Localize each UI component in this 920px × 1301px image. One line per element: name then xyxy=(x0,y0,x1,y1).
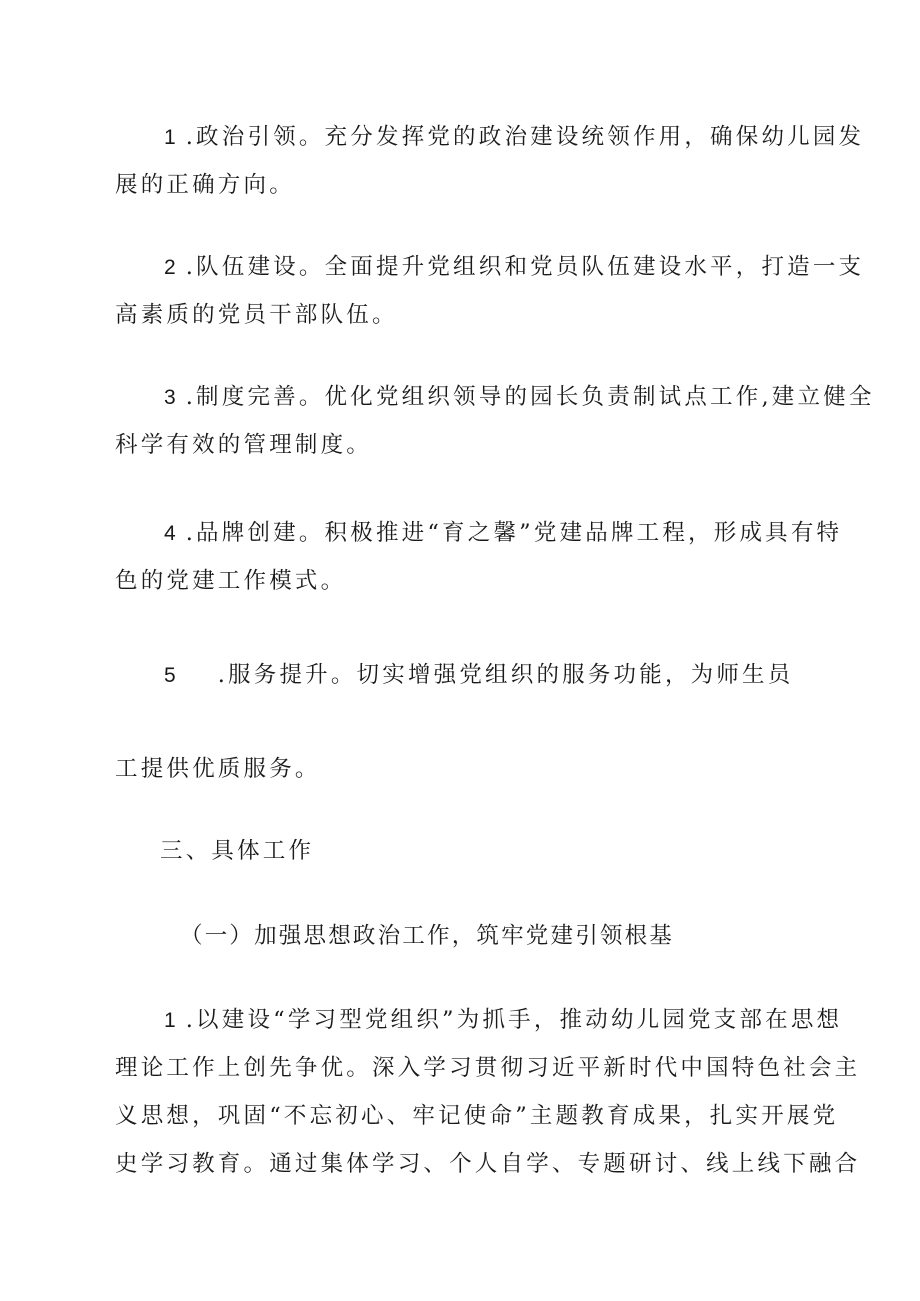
list-text: 色的党建工作模式。 xyxy=(115,568,347,594)
list-text: .品牌创建。积极推进“育之馨”党建品牌工程，形成具有特 xyxy=(185,520,843,546)
list-number: 2 xyxy=(164,256,176,279)
list-item-3-line-1 xyxy=(164,382,875,413)
paragraph-number: 1 xyxy=(164,1009,176,1032)
list-number: 4 xyxy=(164,522,176,545)
list-item-1-line-1 xyxy=(164,122,864,153)
list-text: 科学有效的管理制度。 xyxy=(115,432,373,458)
subsection-heading: （一）加强思想政治工作，筑牢党建引领根基 xyxy=(180,923,675,949)
list-text: .制度完善。优化党组织领导的园长负责制试点工作,建立健全 xyxy=(185,384,875,410)
list-item-1-line-2 xyxy=(115,170,295,200)
list-item-5-line-1 xyxy=(164,660,793,691)
list-number: 3 xyxy=(164,386,176,409)
list-item-4-line-1 xyxy=(164,518,842,549)
paragraph-line-1 xyxy=(164,1005,842,1036)
list-text: .政治引领。充分发挥党的政治建设统领作用，确保幼儿园发 xyxy=(185,124,865,150)
list-item-4-line-2 xyxy=(115,566,346,596)
list-item-2-line-1 xyxy=(164,252,864,283)
list-number: 1 xyxy=(164,126,176,149)
list-number: 5 xyxy=(164,664,176,687)
paragraph-line-4: 史学习教育。通过集体学习、个人自学、专题研讨、线上线下融合 xyxy=(115,1151,861,1177)
list-text: 工提供优质服务。 xyxy=(115,756,321,782)
list-text: .队伍建设。全面提升党组织和党员队伍建设水平，打造一支 xyxy=(185,254,865,280)
section-heading: 三、具体工作 xyxy=(160,838,315,864)
list-item-5-line-2 xyxy=(115,754,321,784)
paragraph-line-3: 义思想，巩固“不忘初心、牢记使命”主题教育成果，扎实开展党 xyxy=(115,1103,839,1129)
list-item-3-line-2 xyxy=(115,430,372,460)
list-text: 高素质的党员干部队伍。 xyxy=(115,302,398,328)
list-text: 展的正确方向。 xyxy=(115,172,295,198)
list-text: .服务提升。切实增强党组织的服务功能，为师生员 xyxy=(217,662,794,688)
list-item-2-line-2 xyxy=(115,300,398,330)
paragraph-text: .以建设“学习型党组织”为抓手，推动幼儿园党支部在思想 xyxy=(185,1007,843,1033)
paragraph-line-2: 理论工作上创先争优。深入学习贯彻习近平新时代中国特色社会主 xyxy=(115,1055,861,1081)
